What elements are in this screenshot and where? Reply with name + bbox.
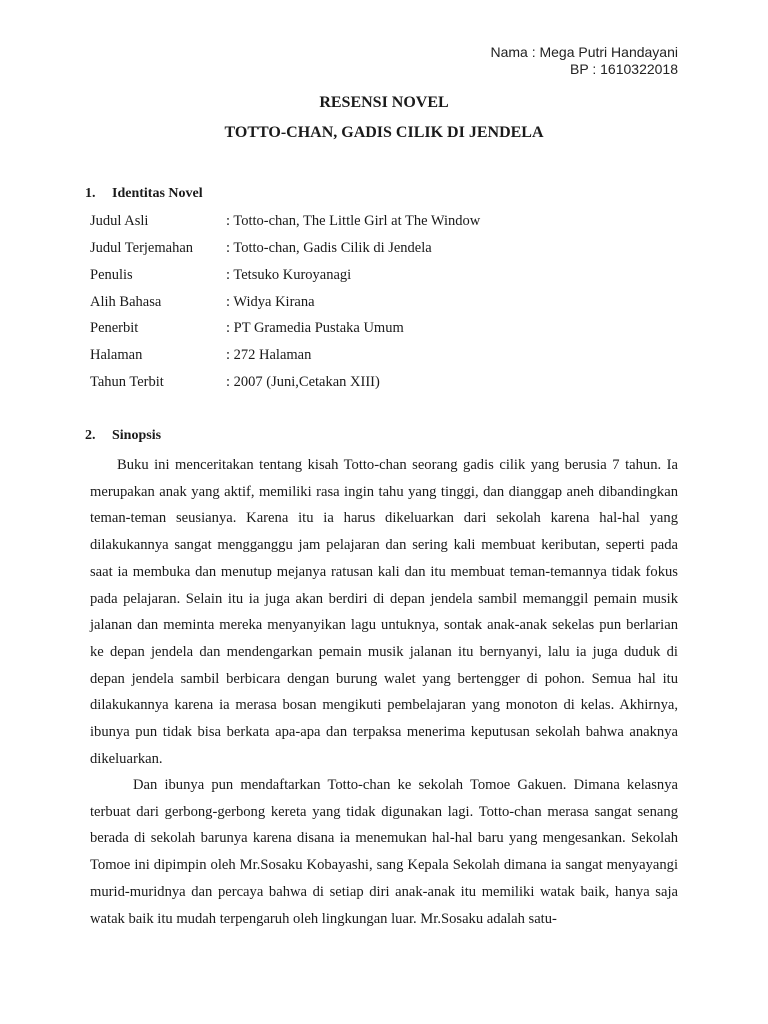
identity-key: Halaman (90, 347, 143, 363)
identity-key: Judul Terjemahan (90, 240, 194, 256)
identity-value: : Tetsuko Kuroyanagi (226, 267, 352, 283)
synopsis-paragraph: Buku ini menceritakan tentang kisah Totto-chan seorang gadis cilik yang berusia 7 tahun. Ia merupakan anak yang aktif, memiliki rasa ingin tahu yang tinggi, dan dianggap aneh dibandingkan teman-teman seusianya. Karena itu ia harus dikeluarkan dari sekolah karena hal-hal yang dilakukannya sangat mengganggu jam pelajaran dan sering kali membuat keributan, seperti pada saat ia membuka dan menutup mejanya ratusan kali dan itu membuat teman-temannya tidak fokus pada pelajaran. Selain itu ia juga akan berdiri di depan jendela sambil memanggil pemain musik jalanan dan meminta mereka menyanyikan lagu untuknya, sontak anak-anak sekelas pun berlarian ke depan jendela dan mendengarkan pemain musik jalanan itu bernyanyi, lalu ia juga duduk di depan jendela sambil berbicara dengan burung walet yang bertengger di pohon. Semua hal itu dilakukannya karena ia merasa bosan mengikuti pembelajaran yang monoton di kelas. Akhirnya, ibunya pun tidak bisa berkata apa-apa dan terpaksa menerima keputusan sekolah bahwa anaknya dikeluarkan. (90, 457, 678, 767)
document-title: RESENSI NOVEL (319, 94, 449, 111)
synopsis-paragraph: Dan ibunya pun mendaftarkan Totto-chan ke sekolah Tomoe Gakuen. Dimana kelasnya terbuat dari gerbong-gerbong kereta yang tidak digunakan lagi. Totto-chan merasa sangat senang berada di sekolah barunya karena disana ia menemukan hal-hal baru yang mengesankan. Sekolah Tomoe ini dipimpin oleh Mr.Sosaku Kobayashi, sang Kepala Sekolah dimana ia sangat menyayangi murid-muridnya dan percaya bahwa di setiap diri anak-anak itu memiliki watak baik, hanya saja watak baik itu mudah terpengaruh oleh lingkungan luar. Mr.Sosaku adalah satu- (90, 777, 678, 927)
section-title: Identitas Novel (112, 186, 203, 201)
identity-value: : Totto-chan, The Little Girl at The Window (226, 213, 481, 229)
section-heading-identitas (85, 186, 203, 202)
identity-key: Alih Bahasa (90, 294, 162, 310)
author-block (490, 44, 678, 78)
identity-key: Tahun Terbit (90, 374, 164, 390)
identity-key: Penulis (90, 267, 133, 283)
identity-value: : 272 Halaman (226, 347, 312, 363)
section-title: Sinopsis (112, 428, 162, 443)
author-name: Nama : Mega Putri Handayani (490, 44, 678, 60)
identity-value: : PT Gramedia Pustaka Umum (226, 320, 404, 336)
identity-key: Penerbit (90, 320, 139, 336)
identity-value: : Widya Kirana (226, 294, 315, 310)
identity-key: Judul Asli (90, 213, 149, 229)
section-number: 2. (85, 428, 96, 443)
section-heading-sinopsis (85, 428, 161, 444)
identity-value: : 2007 (Juni,Cetakan XIII) (226, 374, 380, 390)
author-id: BP : 1610322018 (570, 61, 678, 77)
identity-value: : Totto-chan, Gadis Cilik di Jendela (226, 240, 432, 256)
document-subtitle: TOTTO-CHAN, GADIS CILIK DI JENDELA (224, 124, 544, 141)
section-number: 1. (85, 186, 96, 201)
